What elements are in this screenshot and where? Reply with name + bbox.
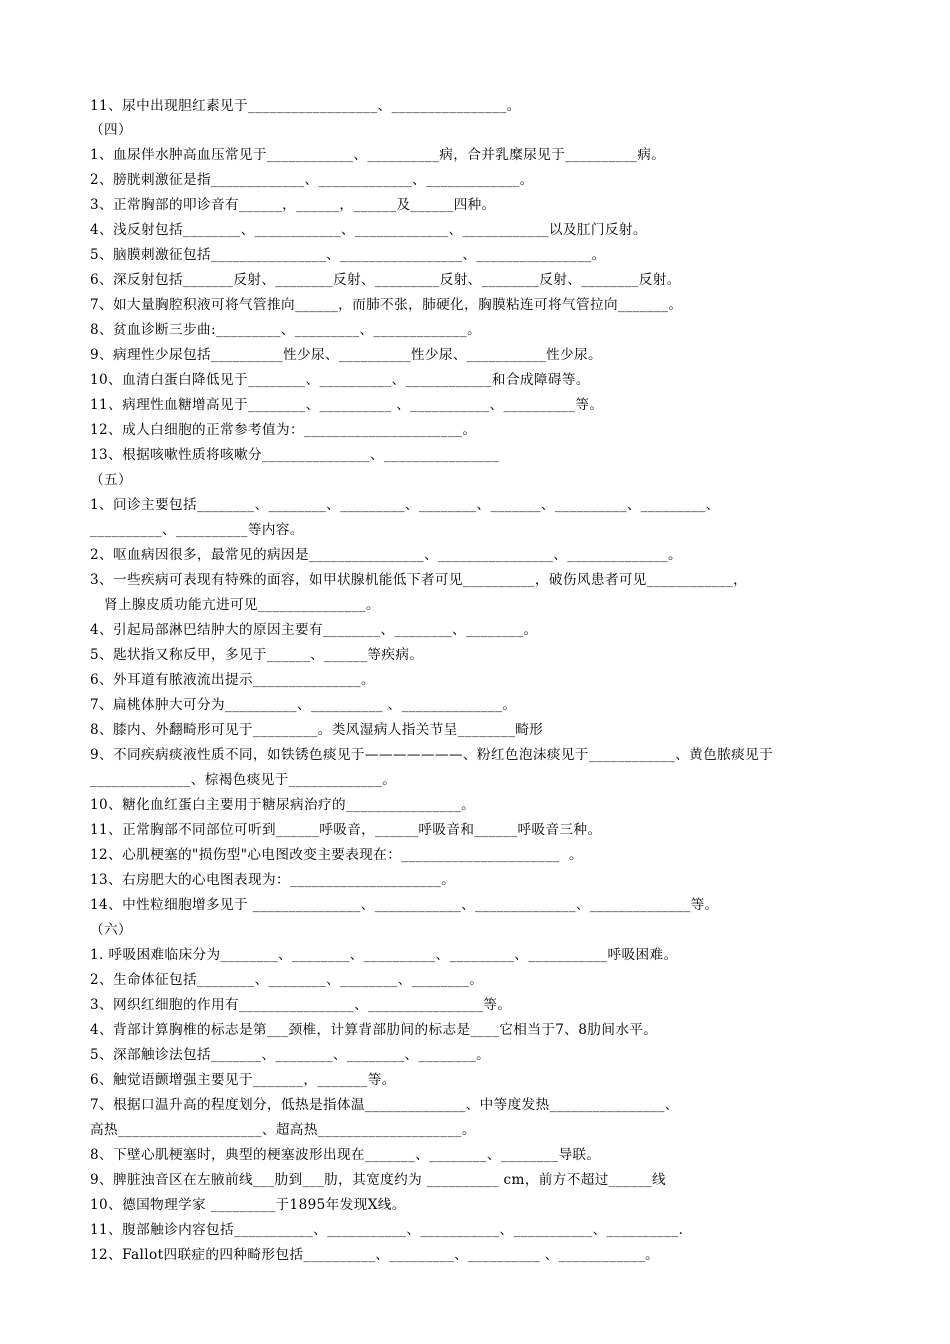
question-line: 4、背部计算胸椎的标志是第___颈椎，计算背部肋间的标志是____它相当于7、8肋间水平。 [90, 1022, 658, 1038]
question-line: 1. 呼吸困难临床分为________、________、__________、_________、___________呼吸困难。 [90, 947, 678, 963]
question-line: 13、根据咳嗽性质将咳嗽分_______________、________________ [90, 447, 500, 463]
section-heading: （六） [90, 922, 132, 938]
question-line: 11、正常胸部不同部位可听到______呼吸音，______呼吸音和______呼吸音三种。 [90, 822, 602, 838]
question-line: 4、浅反射包括________、____________、_____________、____________以及肛门反射。 [90, 222, 647, 238]
question-line: 9、病理性少尿包括__________性少尿、__________性少尿、___________性少尿。 [90, 347, 603, 363]
question-line: 3、网织红细胞的作用有________________、________________等。 [90, 997, 512, 1013]
question-line: 7、根据口温升高的程度划分，低热是指体温______________、中等度发热________________、 [90, 1097, 679, 1113]
question-line: 5、脑膜刺激征包括________________、_________________、________________。 [90, 247, 606, 263]
question-line: 12、成人白细胞的正常参考值为：______________________。 [90, 422, 477, 438]
question-line: ______________、棕褐色痰见于_____________。 [90, 772, 397, 788]
question-line: 6、深反射包括_______反射、________反射、_________反射、________反射、________反射。 [90, 272, 681, 288]
question-line: 1、问诊主要包括________、________、_________、________、_______、__________、_________、 [90, 497, 720, 513]
question-line: 肾上腺皮质功能亢进可见_______________。 [104, 597, 380, 613]
question-line: 10、血清白蛋白降低见于________、__________、____________和合成障碍等。 [90, 372, 590, 388]
question-line: 9、脾脏浊音区在左腋前线___肋到___肋，其宽度约为 __________ cm，前方不超过______线 [90, 1172, 666, 1188]
question-line: 1、血尿伴水肿高血压常见于____________、__________病，合并乳糜尿见于__________病。 [90, 147, 666, 163]
question-line: 8、膝内、外翻畸形可见于_________。类风湿病人指关节呈________畸形 [90, 722, 544, 738]
question-line: 2、膀胱刺激征是指_____________、_____________、_____________。 [90, 172, 534, 188]
question-line: 2、呕血病因很多，最常见的病因是________________、________________、______________。 [90, 547, 682, 563]
question-line: 11、病理性血糖增高见于________、__________ 、___________、__________等。 [90, 397, 604, 413]
question-line: 7、扁桃体肿大可分为__________、__________ 、______________。 [90, 697, 517, 713]
section-heading: （四） [90, 122, 132, 138]
question-line: 10、糖化血红蛋白主要用于糖尿病治疗的________________。 [90, 797, 476, 813]
question-line: 8、下壁心肌梗塞时，典型的梗塞波形出现在_______、________、________导联。 [90, 1147, 601, 1163]
section-heading: （五） [90, 472, 132, 488]
question-line: 6、外耳道有脓液流出提示_______________。 [90, 672, 375, 688]
question-line: 2、生命体征包括________、________、________、________。 [90, 972, 484, 988]
question-line: 高热____________________、超高热____________________。 [90, 1122, 476, 1138]
question-line: 14、中性粒细胞增多见于 _______________、____________、______________、______________等。 [90, 897, 719, 913]
question-line: 10、德国物理学家 _________于1895年发现X线。 [90, 1197, 406, 1213]
question-line: 11、尿中出现胆红素见于__________________、________________。 [90, 98, 521, 114]
question-line: 12、心肌梗塞的"损伤型"心电图改变主要表现在：______________________ 。 [90, 847, 584, 863]
question-line: 9、不同疾病痰液性质不同，如铁锈色痰见于———————、粉红色泡沫痰见于____________、黄色脓痰见于 [90, 747, 774, 763]
question-line: 11、腹部触诊内容包括___________、___________、___________、___________、__________. [90, 1222, 684, 1238]
question-line: __________、__________等内容。 [90, 522, 304, 538]
question-line: 8、贫血诊断三步曲:_________、_________、_____________。 [90, 322, 482, 338]
question-line: 5、匙状指又称反甲，多见于______、______等疾病。 [90, 647, 424, 663]
question-line: 3、正常胸部的叩诊音有______，______，______及______四种。 [90, 197, 496, 213]
question-line: 3、一些疾病可表现有特殊的面容，如甲状腺机能低下者可见__________，破伤风患者可见____________， [90, 572, 748, 588]
question-line: 7、如大量胸腔积液可将气管推向______，而肺不张，肺硬化，胸膜粘连可将气管拉向_______。 [90, 297, 683, 313]
question-line: 6、触觉语颤增强主要见于_______，_______等。 [90, 1072, 396, 1088]
question-line: 13、右房肥大的心电图表现为：_____________________。 [90, 872, 456, 888]
question-line: 5、深部触诊法包括_______、________、________、________。 [90, 1047, 491, 1063]
question-line: 4、引起局部淋巴结肿大的原因主要有________、________、________。 [90, 622, 538, 638]
question-line: 12、Fallot四联症的四种畸形包括__________、_________、__________ 、____________。 [90, 1247, 660, 1263]
